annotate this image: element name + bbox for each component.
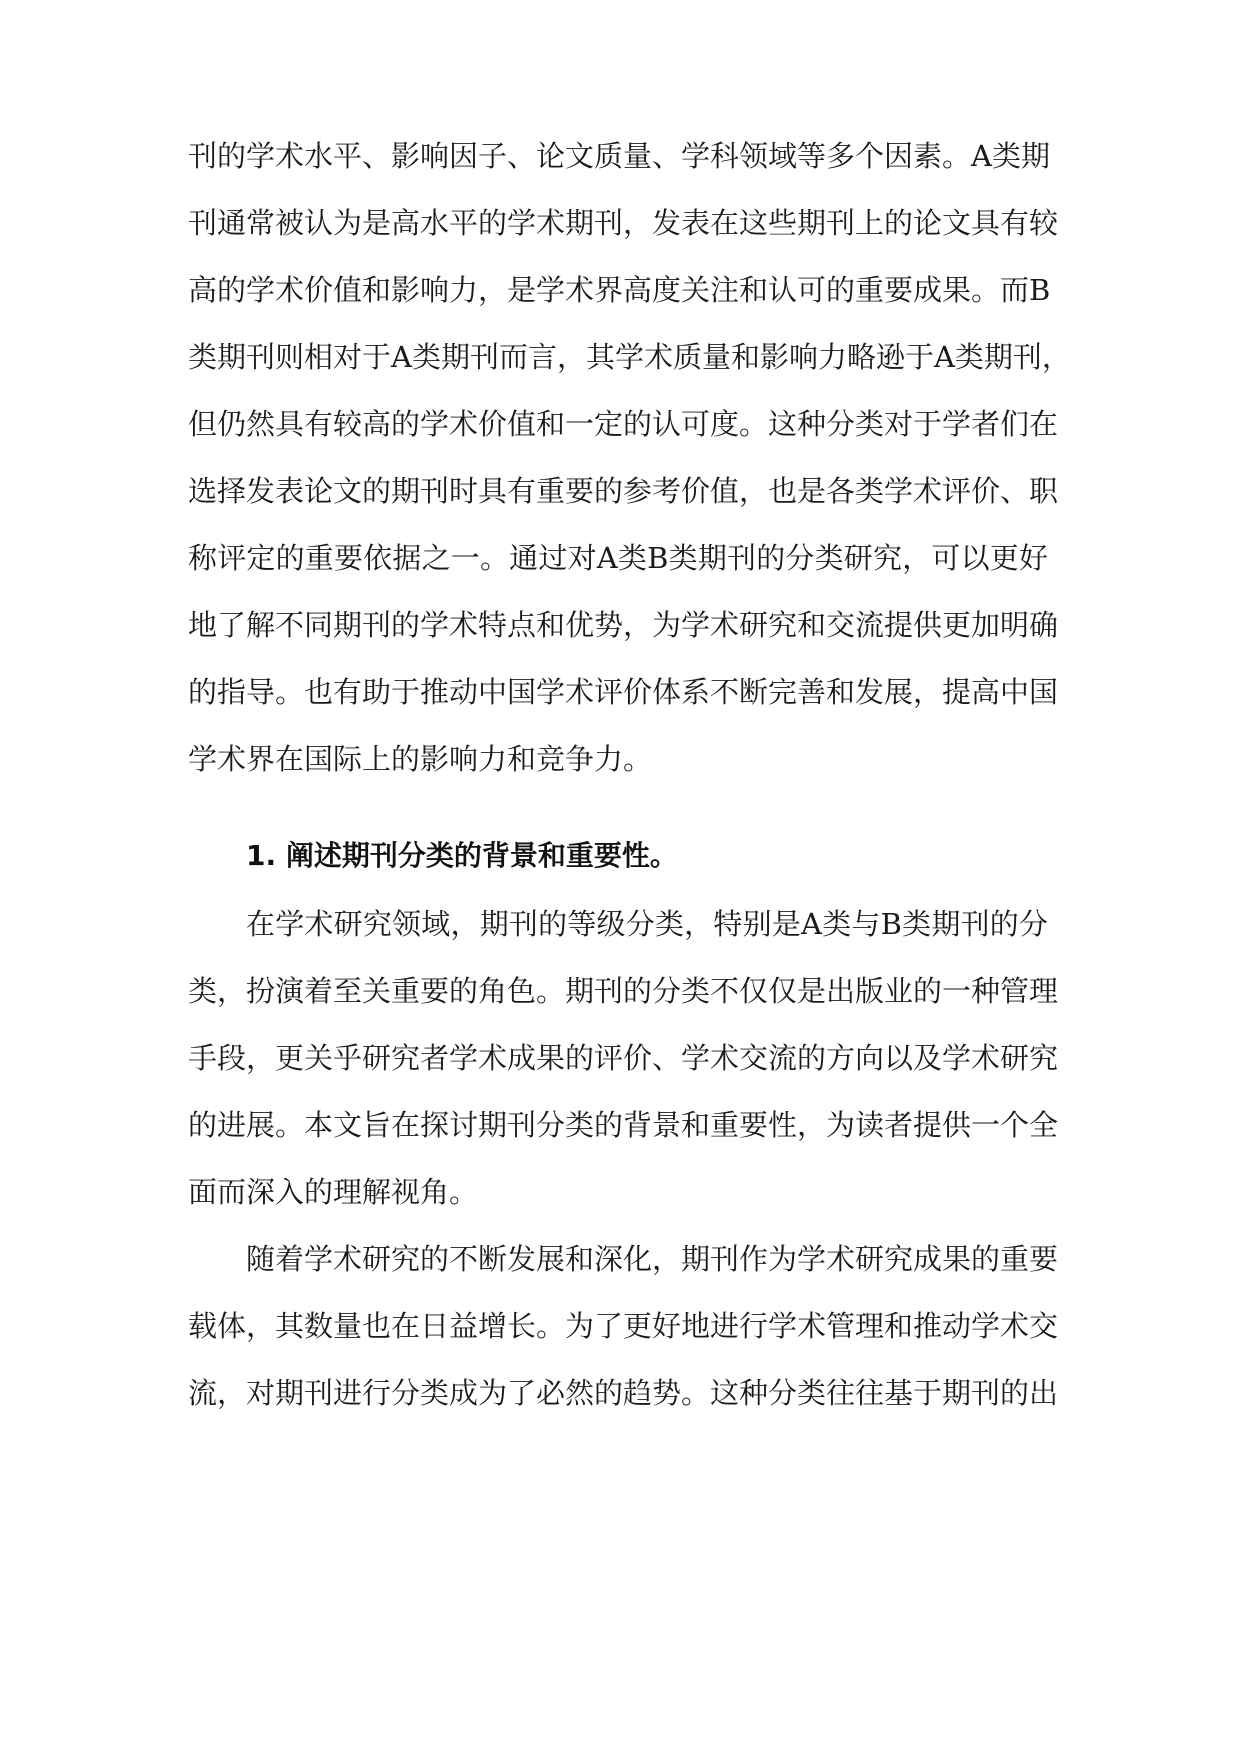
paragraph-line: 地了解不同期刊的学术特点和优势，为学术研究和交流提供更加明确	[188, 608, 1059, 642]
paragraph-line: 流，对期刊进行分类成为了必然的趋势。这种分类往往基于期刊的出	[188, 1376, 1059, 1410]
paragraph-line: 类，扮演着至关重要的角色。期刊的分类不仅仅是出版业的一种管理	[188, 974, 1059, 1008]
paragraph-line: 刊的学术水平、影响因子、论文质量、学科领域等多个因素。A类期	[188, 139, 1050, 173]
paragraph-line: 学术界在国际上的影响力和竞争力。	[188, 742, 653, 776]
paragraph-line: 载体，其数量也在日益增长。为了更好地进行学术管理和推动学术交	[188, 1309, 1059, 1343]
paragraph-line: 面而深入的理解视角。	[188, 1175, 479, 1209]
paragraph-line: 手段，更关乎研究者学术成果的评价、学术交流的方向以及学术研究	[188, 1041, 1059, 1075]
paragraph-line: 的指导。也有助于推动中国学术评价体系不断完善和发展，提高中国	[188, 675, 1059, 709]
paragraph-line: 称评定的重要依据之一。通过对A类B类期刊的分类研究，可以更好	[188, 541, 1048, 575]
paragraph-line: 但仍然具有较高的学术价值和一定的认可度。这种分类对于学者们在	[188, 407, 1059, 441]
paragraph-line: 在学术研究领域，期刊的等级分类，特别是A类与B类期刊的分	[246, 907, 1048, 941]
paragraph-line: 刊通常被认为是高水平的学术期刊，发表在这些期刊上的论文具有较	[188, 206, 1059, 240]
paragraph-line: 类期刊则相对于A类期刊而言，其学术质量和影响力略逊于A类期刊，	[188, 340, 1071, 374]
paragraph-line: 高的学术价值和影响力，是学术界高度关注和认可的重要成果。而B	[188, 273, 1051, 307]
paragraph-line: 的进展。本文旨在探讨期刊分类的背景和重要性，为读者提供一个全	[188, 1108, 1059, 1142]
paragraph-line: 选择发表论文的期刊时具有重要的参考价值，也是各类学术评价、职	[188, 474, 1059, 508]
section-heading: 1. 阐述期刊分类的背景和重要性。	[246, 839, 678, 872]
paragraph-line: 随着学术研究的不断发展和深化，期刊作为学术研究成果的重要	[246, 1242, 1059, 1276]
